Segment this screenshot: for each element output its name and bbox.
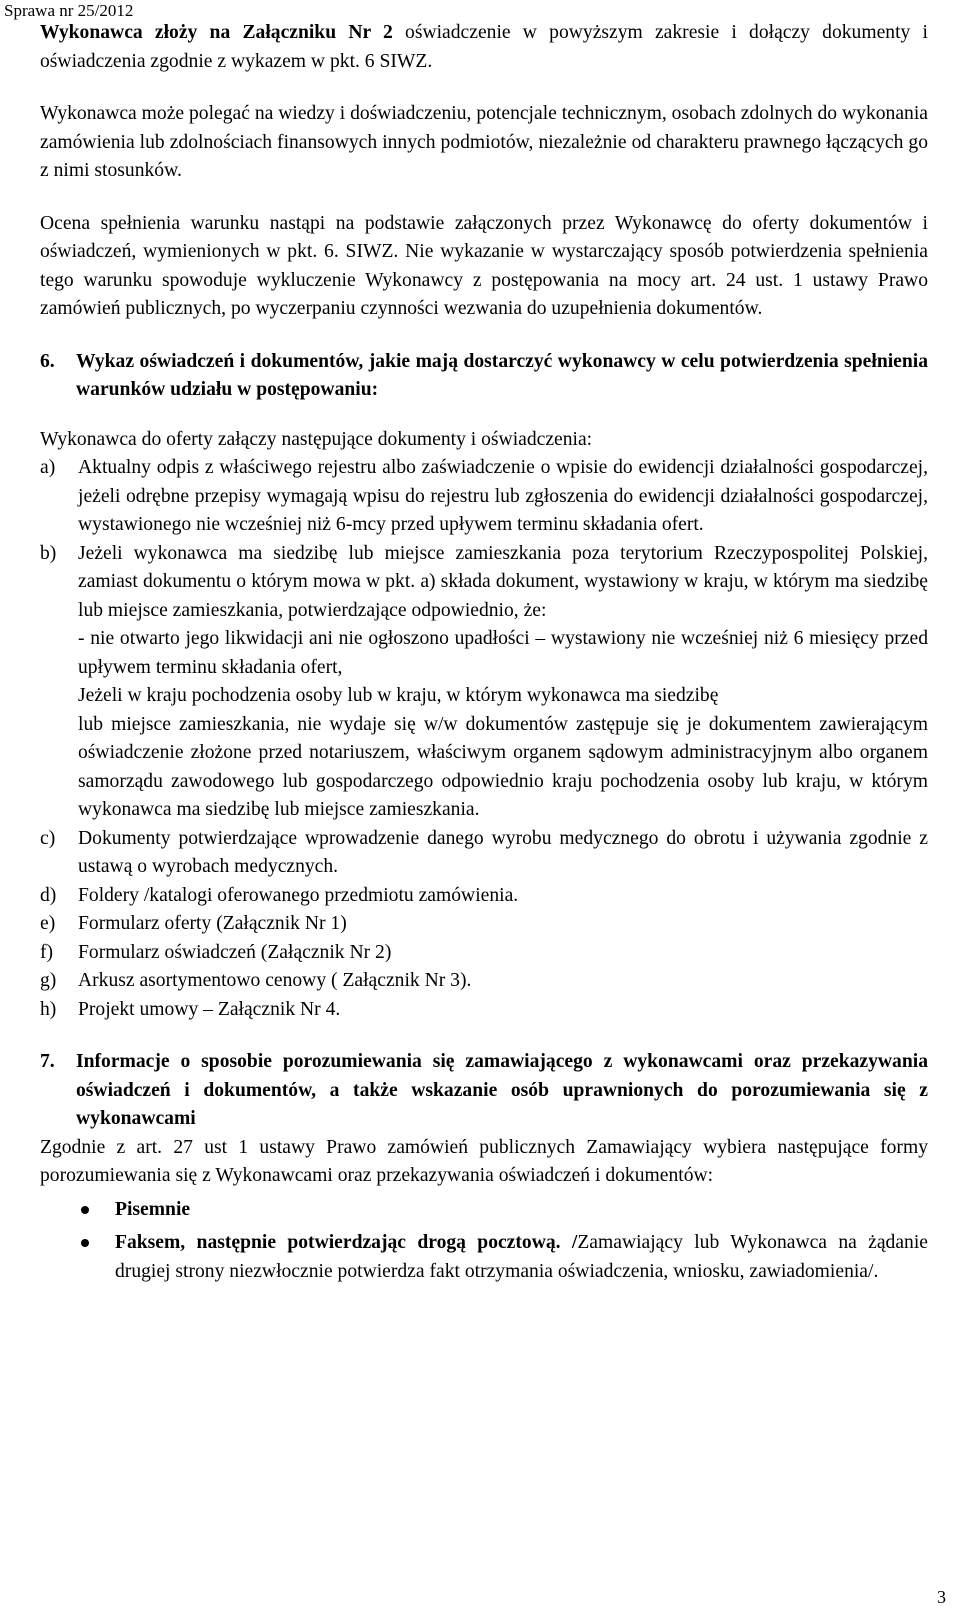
section-6-intro: Wykonawca do oferty załączy następujące dokumenty i oświadczenia: (40, 428, 593, 450)
section-number: 6. (40, 350, 55, 372)
list-item-label: d) (40, 884, 57, 906)
list-item-h (40, 996, 928, 1025)
list-item-c (40, 825, 928, 882)
section-number: 7. (40, 1051, 55, 1072)
list-item-label: a) (40, 457, 56, 478)
paragraph-assessment: Ocena spełnienia warunku nastąpi na podstawie załączonych przez Wykonawcę do oferty dokumentów i oświadczeń, wymienionych w pkt. 6. SIWZ. Nie wykazanie w wystarczający sposób potwierdzenia spełnienia tego warunku spowoduje wykluczenie Wykonawcy z postępowania na mocy art. 24 ust. 1 ustawy Prawo zamówień publicznych, po wyczerpaniu czynności wezwania do uzupełnienia dokumentów. (40, 212, 928, 319)
list-item-b-sub2-first-line: Jeżeli w kraju pochodzenia osoby lub w kraju, w którym wykonawca ma siedzibę (78, 685, 719, 706)
paragraph-reliance: Wykonawca może polegać na wiedzy i doświadczeniu, potencjale technicznym, osobach zdolnych do wykonania zamówienia lub zdolnościach finansowych innych podmiotów, niezależnie od charakteru prawnego łączących go z nimi stosunków. (40, 103, 928, 181)
section-6-heading (40, 348, 928, 405)
section-7-heading (40, 1048, 928, 1134)
list-item-text: Projekt umowy – Załącznik Nr 4. (78, 998, 341, 1020)
bullet-icon (40, 1196, 115, 1225)
list-item-g (40, 967, 928, 996)
list-item-text: Formularz oświadczeń (Załącznik Nr 2) (78, 941, 392, 963)
list-item-text: Jeżeli wykonawca ma siedzibę lub miejsce zamieszkania poza terytorium Rzeczypospolitej Polskiej, zamiast dokumentu o którym mowa w pkt. a) składa dokument, wystawiony w kraju, w którym ma siedzibę lub miejsce zamieszkania, potwierdzające odpowiednio, że: (78, 542, 928, 621)
list-item-text: Formularz oferty (Załącznik Nr 1) (78, 913, 347, 934)
list-item-label: h) (40, 998, 57, 1020)
bullet-item-fax (40, 1229, 928, 1286)
list-item-b-sub2-rest: lub miejsce zamieszkania, nie wydaje się w/w dokumentów zastępuje się je dokumentem zawierającym oświadczenie złożone przed notariuszem, właściwym organem sądowym administracyjnym albo organem samorządu zawodowego lub gospodarczego odpowiednio kraju pochodzenia osoby lub kraju, w którym wykonawca ma siedzibę lub miejsce zamieszkania. (78, 713, 928, 820)
section-heading-text: Informacje o sposobie porozumiewania się zamawiającego z wykonawcami oraz przekazywania oświadczeń i dokumentów, a także wskazanie osób uprawnionych do porozumiewania się z wykonawcami (76, 1051, 928, 1129)
section-heading-text: Wykaz oświadczeń i dokumentów, jakie mają dostarczyć wykonawcy w celu potwierdzenia spełnienia warunków udziału w postępowaniu: (76, 350, 928, 400)
list-item-e (40, 910, 928, 939)
statement-bold-lead: Wykonawca złoży na Załączniku Nr 2 (40, 22, 393, 43)
section-7-intro: Zgodnie z art. 27 ust 1 ustawy Prawo zamówień publicznych Zamawiający wybiera następujące formy porozumiewania się z Wykonawcami oraz przekazywania oświadczeń i dokumentów: (40, 1136, 928, 1186)
list-item-text: Dokumenty potwierdzające wprowadzenie danego wyrobu medycznego do obrotu i używania zgodnie z ustawą o wyrobach medycznych. (78, 827, 928, 877)
list-item-a (40, 454, 928, 540)
bullet-text: Pisemnie (115, 1198, 191, 1220)
list-item-label: b) (40, 542, 57, 564)
bullet-rest-text: Zamawiający lub Wykonawca na żądanie drugiej strony niezwłocznie potwierdza fakt otrzymania oświadczenia, wniosku, zawiadomienia/. (115, 1232, 928, 1282)
list-item-text: Foldery /katalogi oferowanego przedmiotu zamówienia. (78, 884, 519, 906)
document-header: Sprawa nr 25/2012 (4, 1, 134, 20)
bullet-item-written (40, 1196, 928, 1225)
list-item-text: Aktualny odpis z właściwego rejestru albo zaświadczenie o wpisie do ewidencji działalności gospodarczej, jeżeli odrębne przepisy wymagają wpisu do rejestru lub zgłoszenia do ewidencji działalności gospodarczej, wystawionego nie wcześniej niż 6-mcy przed upływem terminu składania ofert. (78, 457, 928, 535)
bullet-text (115, 1229, 928, 1286)
list-item-f (40, 939, 928, 968)
bullet-bold-text: Faksem, następnie potwierdzając drogą pocztową. / (115, 1232, 578, 1253)
list-item-label: g) (40, 970, 57, 991)
page-number: 3 (937, 1587, 946, 1607)
paragraph-statement (40, 19, 928, 76)
bullet-icon (40, 1229, 115, 1286)
list-item-label: f) (40, 941, 54, 963)
document-body (40, 19, 928, 1286)
list-item-d (40, 882, 928, 911)
list-item-text: Arkusz asortymentowo cenowy ( Załącznik Nr 3). (78, 970, 472, 991)
list-item-b-sub1: - nie otwarto jego likwidacji ani nie ogłoszono upadłości – wystawiony nie wcześniej niż 6 miesięcy przed upływem terminu składania ofert, (78, 628, 928, 678)
list-item-label: e) (40, 913, 56, 934)
list-item-label: c) (40, 827, 56, 849)
list-item-b (40, 540, 928, 626)
statement-rest: oświadczenie w powyższym zakresie i dołączy dokumenty i oświadczenia zgodnie z wykazem w pkt. 6 SIWZ. (40, 22, 928, 72)
